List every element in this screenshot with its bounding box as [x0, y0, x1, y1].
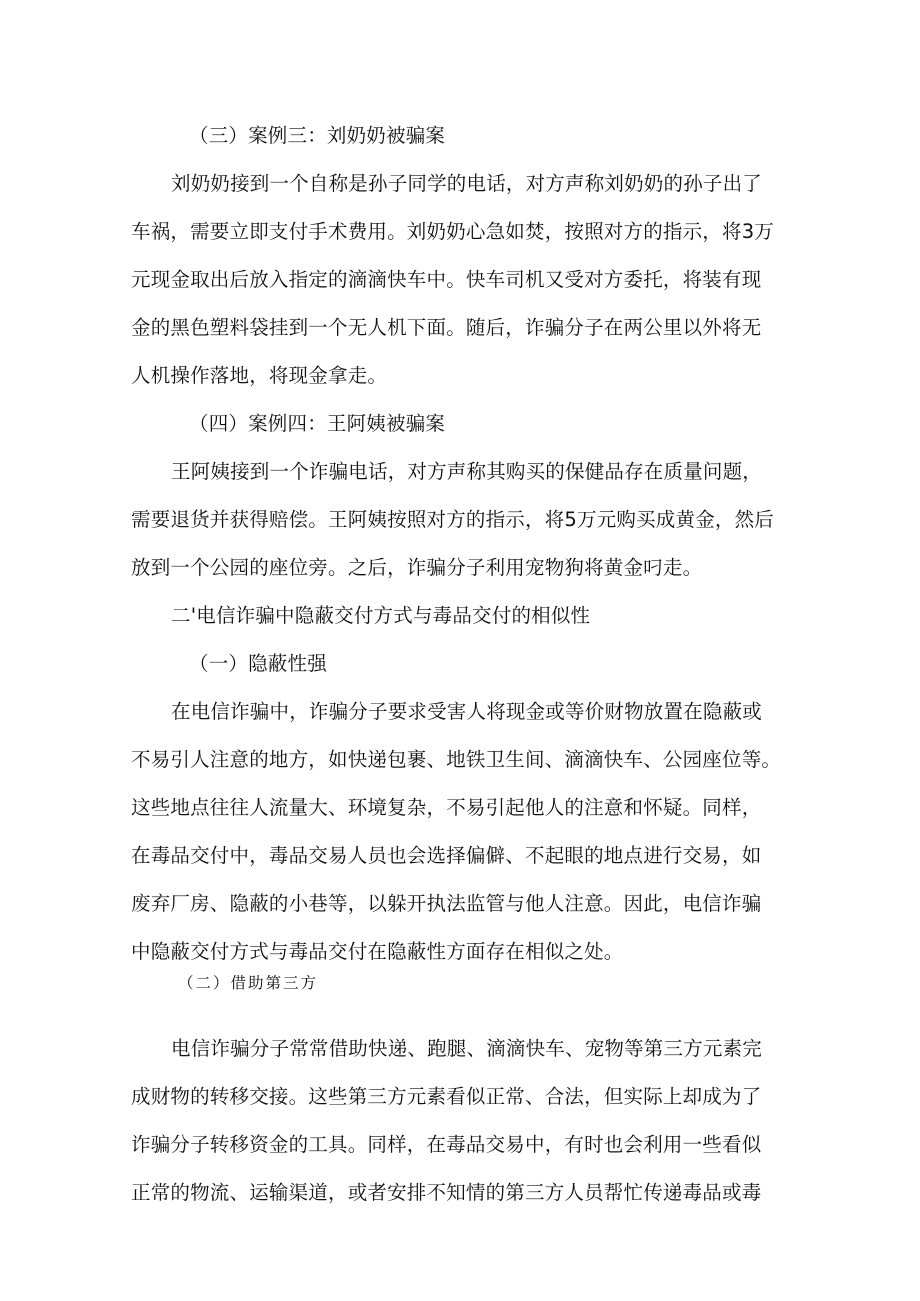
case3-line-2: 车祸，需要立即支付手术费用。刘奶奶心急如焚，按照对方的指示，将3万: [131, 220, 775, 243]
sub2-heading: （二）借助第三方: [178, 974, 319, 992]
sub2-line-3: 诈骗分子转移资金的工具。同样，在毒品交易中，有时也会利用一些看似: [131, 1133, 762, 1156]
case4-heading: （四）案例四：王阿姨被骗案: [189, 412, 446, 435]
case4-line-3: 放到一个公园的座位旁。之后，诈骗分子利用宠物狗将黄金叼走。: [131, 556, 703, 579]
case4-line-2: 需要退货并获得赔偿。王阿姨按照对方的指示，将5万元购买成黄金，然后: [131, 508, 775, 531]
sub1-line-6: 中隐蔽交付方式与毒品交付在隐蔽性方面存在相似之处。: [131, 940, 624, 963]
sub1-line-3: 这些地点往往人流量大、环境复杂，不易引起他人的注意和怀疑。同样，: [131, 796, 762, 819]
sub1-line-2: 不易引人注意的地方，如快递包裹、地铁卫生间、滴滴快车、公园座位等。: [131, 748, 782, 771]
sub2-line-4: 正常的物流、运输渠道，或者安排不知情的第三方人员帮忙传递毒品或毒: [131, 1181, 762, 1204]
sub2-line-1: 电信诈骗分子常常借助快递、跑腿、滴滴快车、宠物等第三方元素完: [171, 1037, 763, 1060]
section2-heading: 二'电信诈骗中隐蔽交付方式与毒品交付的相似性: [171, 604, 591, 627]
case3-line-1: 刘奶奶接到一个自称是孙子同学的电话，对方声称刘奶奶的孙子出了: [171, 172, 763, 195]
sub1-line-5: 废弃厂房、隐蔽的小巷等，以躲开执法监管与他人注意。因此，电信诈骗: [131, 892, 762, 915]
case3-heading: （三）案例三：刘奶奶被骗案: [189, 124, 446, 147]
case4-line-1: 王阿姨接到一个诈骗电话，对方声称其购买的保健品存在质量问题，: [171, 460, 763, 483]
sub1-line-1: 在电信诈骗中，诈骗分子要求受害人将现金或等价财物放置在隐蔽或: [171, 700, 763, 723]
case3-line-4: 金的黑色塑料袋挂到一个无人机下面。随后，诈骗分子在两公里以外将无: [131, 316, 762, 339]
sub1-heading: （一）隐蔽性强: [189, 652, 327, 675]
case3-line-3: 元现金取出后放入指定的滴滴快车中。快车司机又受对方委托，将装有现: [131, 268, 762, 291]
sub1-line-4: 在毒品交付中，毒品交易人员也会选择偏僻、不起眼的地点进行交易，如: [131, 844, 762, 867]
sub2-line-2: 成财物的转移交接。这些第三方元素看似正常、合法，但实际上却成为了: [131, 1085, 762, 1108]
case3-line-5: 人机操作落地，将现金拿走。: [131, 364, 388, 387]
